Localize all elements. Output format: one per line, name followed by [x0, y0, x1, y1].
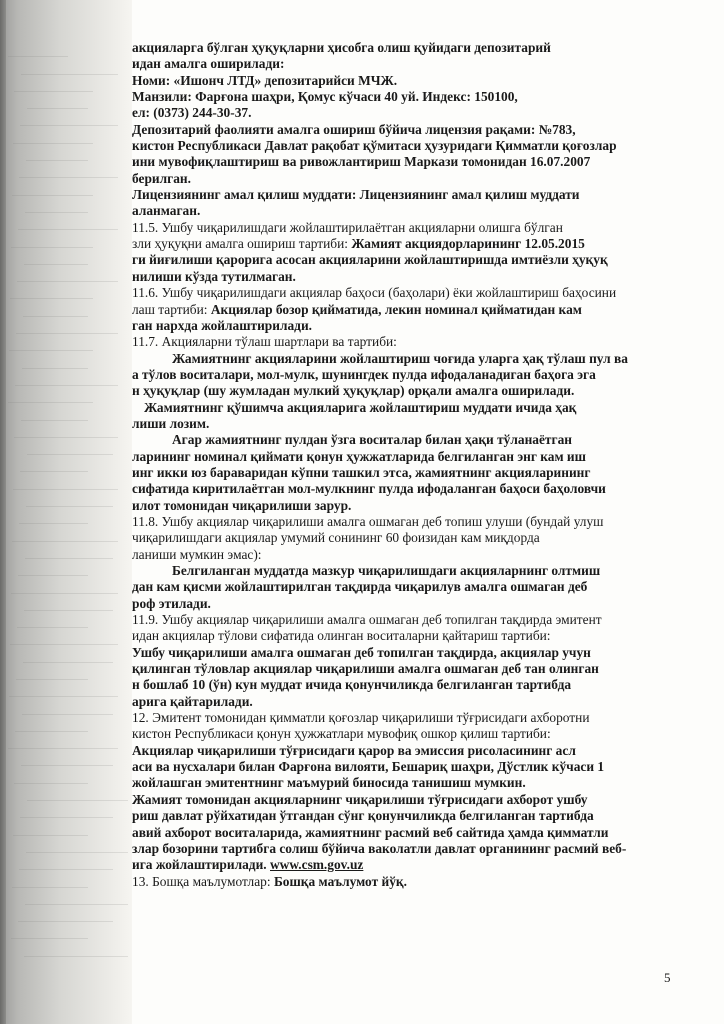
text-run: аси ва нусхалари билан Фарғона вилояти, Бешариқ шаҳри, Дўстлик кўчаси 1: [132, 759, 605, 775]
text-line: [132, 726, 684, 742]
text-line: [132, 694, 684, 710]
text-line: [132, 792, 684, 808]
text-run: 11.6. Ушбу чиқарилишдаги акциялар баҳоси (баҳолари) ёки жойлаштириш баҳосини: [132, 285, 617, 301]
text-line: [132, 171, 684, 187]
text-line: [132, 579, 684, 595]
text-line: [132, 530, 684, 546]
text-run: нилиши кўзда тутилмаган.: [132, 268, 296, 284]
text-run: ги йиғилиши қарорига асосан акцияларини жойлаштиришда имтиёзли ҳуқуқ: [132, 252, 608, 268]
text-run: аланмаган.: [132, 203, 201, 219]
text-run: 12. Эмитент томонидан қимматли қоғозлар чиқарилиши тўғрисидаги ахборотни: [132, 710, 590, 726]
text-run: ел: (0373) 244-30-37.: [132, 105, 252, 121]
text-run: қилинган тўловлар акциялар чиқарилиши амалга ошмаган деб тан олинган: [132, 661, 599, 677]
text-line: [132, 432, 684, 448]
text-run: Белгиланган муддатда мазкур чиқарилишдаги акцияларнинг олтмиш: [172, 563, 601, 578]
bleed-through-text: [8, 40, 128, 960]
text-line: [132, 710, 684, 726]
text-line: [132, 498, 684, 514]
text-line: [132, 416, 684, 432]
text-run: чиқарилишдаги акциялар умумий сонининг 60 фоизидан кам миқдорда: [132, 530, 540, 546]
text-line: [132, 759, 684, 775]
text-run: лиши лозим.: [132, 415, 210, 431]
text-run: Лицензиянинг амал қилиш муддати: Лицензиянинг амал қилиш муддати: [132, 187, 580, 203]
text-run: кистон Республикаси қонун ҳужжатлари мувофиқ ошкор қилиш тартиби:: [132, 726, 551, 742]
text-run: лаш тартиби:: [132, 301, 211, 317]
text-run: 11.9. Ушбу акциялар чиқарилиши амалга ошмаган деб топилган тақдирда эмитент: [132, 612, 602, 628]
text-run: идан амалга оширилади:: [132, 56, 285, 72]
document-body: [132, 40, 684, 890]
text-line: [132, 514, 684, 530]
page-number: 5: [664, 970, 671, 985]
text-line: [132, 236, 684, 252]
text-line: [132, 269, 684, 285]
text-run: злар бозорини тартибга солиш бўйича ваколатли давлат органининг расмий веб-: [132, 840, 627, 856]
text-run: акцияларга бўлган ҳуқуқларни ҳисобга олиш қуйидаги депозитарий: [132, 40, 551, 55]
text-run: илот томонидан чиқарилиши зарур.: [132, 497, 352, 513]
text-line: [132, 56, 684, 72]
text-line: [132, 138, 684, 154]
text-run: Жамият акциядорларининг 12.05.2015: [351, 236, 585, 252]
text-run: Агар жамиятнинг пулдан ўзга воситалар билан ҳақи тўланаётган: [172, 432, 573, 448]
text-run: ини мувофиқлаштириш ва ривожлантириш Маркази томонидан 16.07.2007: [132, 154, 591, 170]
text-run: Жамиятнинг акцияларини жойлаштириш чоғида уларга ҳақ тўлаш пул ва: [172, 350, 628, 366]
text-line: [132, 122, 684, 138]
text-run: авий ахборот воситаларида, жамиятнинг расмий веб сайтида ҳамда қимматли: [132, 824, 609, 840]
text-run: Жамият томонидан акцияларнинг чиқарилиши тўғрисидаги ахборот ушбу: [132, 791, 588, 807]
text-run: ларининг номинал қиймати қонун ҳужжатларида белгиланган энг кам иш: [132, 448, 586, 464]
text-run: ига жойлаштирилади.: [132, 857, 270, 873]
text-line: [132, 874, 684, 890]
text-run: н бошлаб 10 (ўн) кун муддат ичида қонунчиликда белгиланган тартибда: [132, 677, 572, 693]
text-line: [132, 857, 684, 873]
text-line: [132, 481, 684, 497]
text-run: Номи: «Ишонч ЛТД» депозитарийси МЧЖ.: [132, 72, 398, 88]
text-line: [132, 220, 684, 236]
text-line: [132, 825, 684, 841]
text-line: [132, 628, 684, 644]
text-line: [132, 841, 684, 857]
text-line: [132, 775, 684, 791]
text-line: [132, 89, 684, 105]
text-line: [132, 563, 684, 579]
text-line: [132, 743, 684, 759]
text-run: арига қайтарилади.: [132, 693, 253, 709]
text-run: дан кам қисми жойлаштирилган тақдирда чиқарилув амалга ошмаган деб: [132, 579, 588, 595]
text-run: Манзили: Фарғона шаҳри, Қомус кўчаси 40 уй. Индекс: 150100,: [132, 89, 518, 105]
text-run: н ҳуқуқлар (шу жумладан мулкий ҳуқуқлар) орқали амалга оширилади.: [132, 383, 575, 399]
book-binding-edge: [0, 0, 6, 1024]
text-line: [132, 367, 684, 383]
text-run: а тўлов воситалари, мол-мулк, шунингдек пулда ифодаланадиган баҳога эга: [132, 366, 596, 382]
text-run: Акциялар бозор қийматида, лекин номинал қийматидан кам: [210, 301, 582, 317]
text-line: [132, 661, 684, 677]
text-run: роф этилади.: [132, 595, 211, 611]
text-line: [132, 252, 684, 268]
text-run: зли ҳуқуқни амалга ошириш тартиби:: [132, 236, 352, 252]
text-run: 11.5. Ушбу чиқарилишдаги жойлаштирилаётган акцияларни олишга бўлган: [132, 219, 563, 235]
text-run: сифатида киритилаётган мол-мулкнинг пулда ифодаланган баҳоси баҳоловчи: [132, 481, 606, 497]
text-line: [132, 351, 684, 367]
text-line: [132, 400, 684, 416]
text-run: 11.8. Ушбу акциялар чиқарилиши амалга ошмаган деб топиш улуши (бундай улуш: [132, 513, 604, 529]
text-run: Ушбу чиқарилиши амалга ошмаган деб топилган тақдирда, акциялар учун: [132, 644, 591, 660]
text-line: [132, 73, 684, 89]
text-line: [132, 154, 684, 170]
text-line: [132, 302, 684, 318]
text-run: ган нархда жойлаштирилади.: [132, 317, 313, 333]
text-run: Депозитарий фаолияти амалга ошириш бўйича лицензия рақами: №783,: [132, 121, 576, 137]
text-line: [132, 334, 684, 350]
text-line: [132, 677, 684, 693]
text-line: [132, 40, 684, 56]
text-line: [132, 203, 684, 219]
text-line: [132, 808, 684, 824]
text-run: ланиши мумкин эмас):: [132, 546, 262, 562]
text-line: [132, 383, 684, 399]
text-run: жойлашган эмитентнинг маъмурий биносида танишиш мумкин.: [132, 775, 526, 791]
text-run: инг икки юз бараваридан кўпни ташкил этса, жамиятнинг акцияларининг: [132, 464, 591, 480]
text-line: [132, 187, 684, 203]
text-line: [132, 612, 684, 628]
text-run: 13. Бошқа маълумотлар:: [132, 873, 274, 889]
text-line: [132, 645, 684, 661]
text-run: Акциялар чиқарилиши тўғрисидаги қарор ва эмиссия рисоласининг асл: [132, 742, 576, 758]
text-run: Жамиятнинг қўшимча акцияларига жойлаштириш муддати ичида ҳақ: [144, 399, 577, 415]
text-run: Бошқа маълумот йўқ.: [273, 873, 407, 889]
text-run: идан акциялар тўлови сифатида олинган воситаларни қайтариш тартиби:: [132, 628, 551, 644]
text-line: [132, 449, 684, 465]
text-line: [132, 318, 684, 334]
text-line: [132, 596, 684, 612]
text-run: берилган.: [132, 170, 191, 186]
text-line: [132, 285, 684, 301]
text-run: 11.7. Акцияларни тўлаш шартлари ва тартиби:: [132, 334, 397, 350]
text-run: риш давлат рўйхатидан ўтгандан сўнг қонунчиликда белгиланган тартибда: [132, 808, 594, 824]
text-run: кистон Республикаси Давлат рақобат қўмитаси ҳузуридаги Қимматли қоғозлар: [132, 138, 617, 154]
text-line: [132, 465, 684, 481]
text-line: [132, 105, 684, 121]
website-link: www.csm.gov.uz: [270, 857, 364, 873]
text-line: [132, 547, 684, 563]
